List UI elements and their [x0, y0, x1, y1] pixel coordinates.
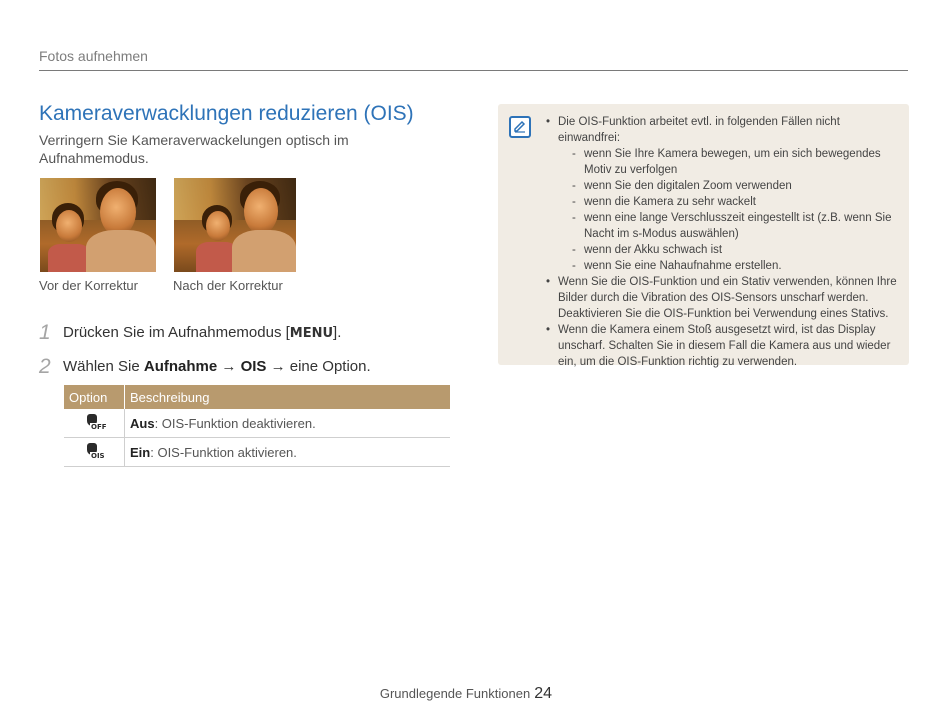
- menu-ois: OIS: [240, 358, 267, 375]
- option-cell: [64, 409, 125, 438]
- note-content: [544, 114, 904, 370]
- footer-section: Grundlegende Funktionen: [379, 686, 531, 701]
- option-cell: [64, 438, 125, 467]
- caption-after: Nach der Korrektur: [173, 278, 283, 293]
- menu-key-label: MENU: [289, 326, 334, 341]
- step-1: [39, 321, 341, 345]
- header-section-label: Fotos aufnehmen: [39, 48, 148, 64]
- option-desc: : OIS-Funktion aktivieren.: [150, 444, 297, 460]
- menu-aufnahme: Aufnahme: [143, 358, 218, 375]
- photo-before-correction: [40, 178, 156, 272]
- step-1-text-end: ].: [333, 324, 342, 341]
- option-desc: : OIS-Funktion deaktivieren.: [154, 415, 316, 431]
- note-sub-item: - wenn eine lange Verschlusszeit eingestellt ist (z.B. wenn Sie Nacht im s-Modus auswählen): [558, 210, 904, 242]
- options-table: [64, 385, 450, 467]
- photo-after-correction: [174, 178, 296, 272]
- table-row: [64, 438, 450, 467]
- step-number: 2: [39, 355, 51, 378]
- page-title: Kameraverwacklungen reduzieren (OIS): [39, 102, 414, 125]
- step-number: 1: [39, 321, 51, 344]
- step-1-text: Drücken Sie im Aufnahmemodus [: [63, 324, 290, 341]
- intro-text: Verringern Sie Kameraverwackelungen optisch im Aufnahmemodus.: [39, 132, 349, 166]
- page-footer: [380, 685, 552, 703]
- caption-before: Vor der Korrektur: [39, 278, 138, 293]
- ois-on-icon: OIS: [84, 443, 104, 461]
- note-sub-item: - wenn der Akku schwach ist: [558, 242, 904, 258]
- step-2: [39, 355, 371, 379]
- header-description: Beschreibung: [125, 385, 451, 409]
- ois-off-icon: OFF: [84, 414, 104, 432]
- header-option: Option: [64, 385, 125, 409]
- description-cell: [125, 438, 451, 467]
- option-name: Aus: [130, 415, 155, 431]
- note-icon: [509, 116, 531, 138]
- arrow-separator: →: [217, 358, 241, 375]
- page-number: 24: [534, 685, 552, 702]
- note-bullet: • Wenn Sie die OIS-Funktion und ein Stativ verwenden, können Ihre Bilder durch die Vibration des OIS-Sensors unscharf werden. Deaktivieren Sie die OIS-Funktion bei Verwendung eines Stativs.: [544, 274, 904, 322]
- description-cell: [125, 409, 451, 438]
- table-header-row: [64, 385, 450, 409]
- note-sub-item: - wenn Sie Ihre Kamera bewegen, um ein sich bewegendes Motiv zu verfolgen: [558, 146, 904, 178]
- note-bullet: • Wenn die Kamera einem Stoß ausgesetzt wird, ist das Display unscharf. Schalten Sie in diesem Fall die Kamera aus und wieder ein, um die OIS-Funktion richtig zu verwenden.: [544, 322, 904, 370]
- note-sub-item: - wenn Sie eine Nahaufnahme erstellen.: [558, 258, 904, 274]
- note-sub-item: - wenn die Kamera zu sehr wackelt: [558, 194, 904, 210]
- table-row: [64, 409, 450, 438]
- note-bullet: • Die OIS-Funktion arbeitet evtl. in folgenden Fällen nicht einwandfrei: - wenn Sie Ihre Kamera bewegen, um ein sich bewegendes Motiv zu verfolgen - wenn Sie den digitalen Zoom verwenden - wenn die Kamera zu sehr wackelt - wenn eine lange Verschlusszeit eingestellt ist (z.B. wenn Sie Nacht im s-Modus auswählen) - wenn der Akku schwach ist - wenn Sie eine Nahaufnahme erstellen.: [544, 114, 904, 274]
- note-sub-item: - wenn Sie den digitalen Zoom verwenden: [558, 178, 904, 194]
- note-box: [498, 104, 909, 368]
- running-header: [39, 48, 908, 71]
- step-2-text-end: eine Option.: [289, 358, 371, 375]
- step-2-text: Wählen Sie: [63, 358, 144, 375]
- option-name: Ein: [130, 444, 151, 460]
- arrow-separator: →: [266, 358, 290, 375]
